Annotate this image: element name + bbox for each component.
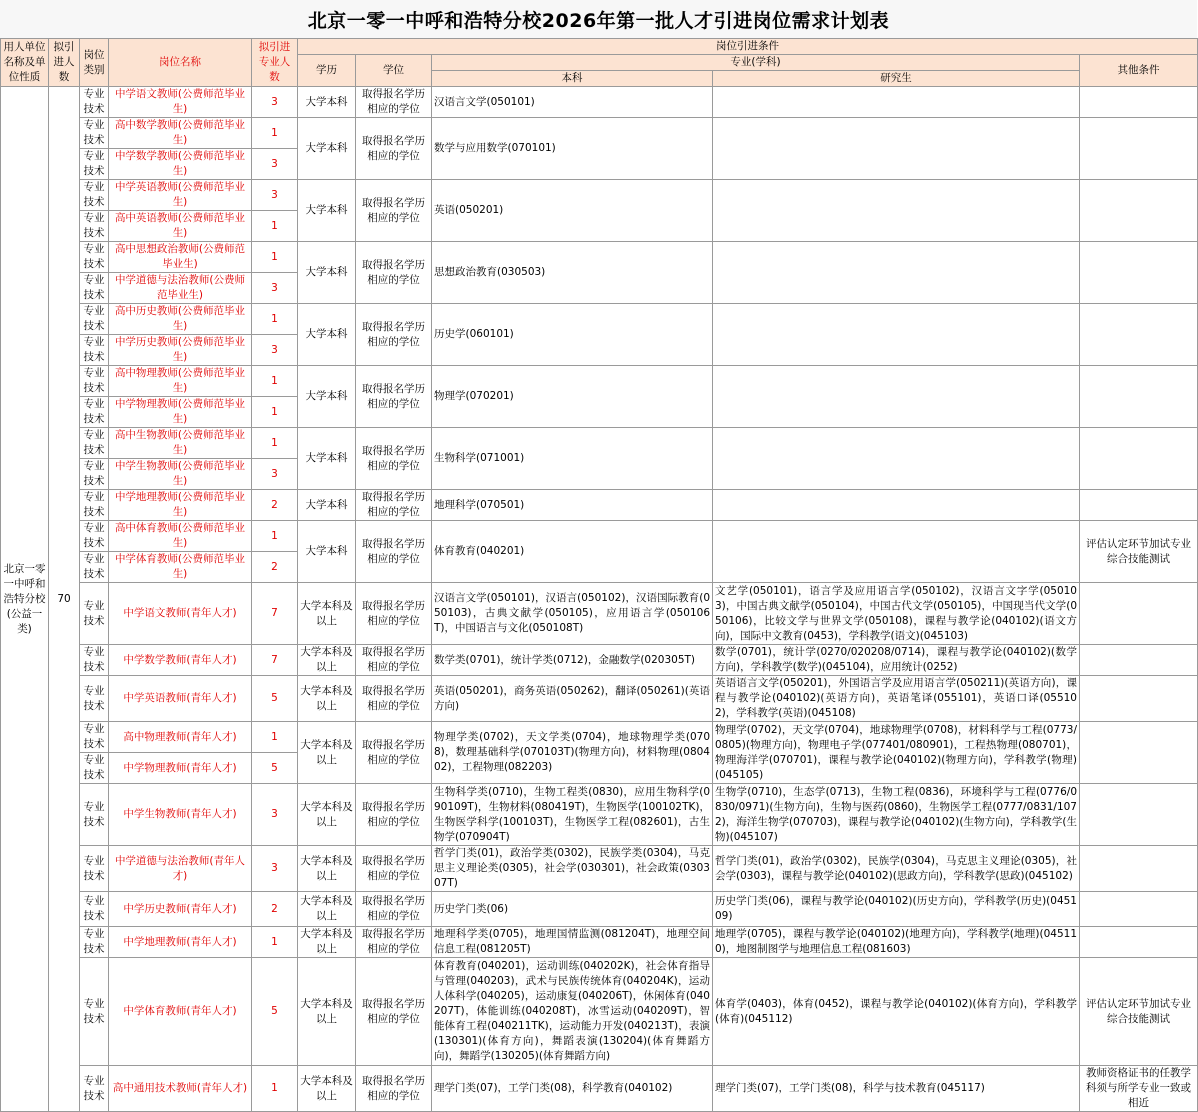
degree-req: 取得报名学历相应的学位 — [356, 180, 432, 242]
position-count: 2 — [252, 490, 298, 521]
position-count: 3 — [252, 180, 298, 211]
position-category: 专业技术 — [80, 846, 109, 892]
position-name: 中学道德与法治教师(公费师范毕业生) — [109, 273, 252, 304]
table-row — [1, 958, 1198, 1066]
undergrad-major: 体育教育(040201) — [432, 521, 713, 583]
other-conditions — [1080, 676, 1198, 722]
position-name: 高中数学教师(公费师范毕业生) — [109, 118, 252, 149]
undergrad-major: 数学类(0701)，统计学类(0712)，金融数学(020305T) — [432, 645, 713, 676]
position-name: 高中生物教师(公费师范毕业生) — [109, 428, 252, 459]
position-count: 3 — [252, 87, 298, 118]
education-req: 大学本科及以上 — [298, 1066, 356, 1112]
grad-major — [713, 304, 1080, 366]
other-conditions — [1080, 490, 1198, 521]
degree-req: 取得报名学历相应的学位 — [356, 87, 432, 118]
other-conditions: 评估认定环节加试专业综合技能测试 — [1080, 958, 1198, 1066]
position-name: 中学地理教师(青年人才) — [109, 927, 252, 958]
grad-major: 物理学(0702)，天文学(0704)，地球物理学(0708)，材料科学与工程(0773/0805)(物理方向)，物理电子学(077401/080901)，工程热物理(080701)，物理海洋学(070701)，课程与教学论(040102)(物理方向)，学科教学(物理)(045105) — [713, 722, 1080, 784]
other-conditions — [1080, 180, 1198, 242]
position-category: 专业技术 — [80, 242, 109, 273]
position-category: 专业技术 — [80, 722, 109, 753]
grad-major: 文艺学(050101)，语言学及应用语言学(050102)，汉语言文字学(050103)，中国古典文献学(050104)，中国古代文学(050105)，中国现当代文学(050106)，比较文学与世界文学(050108)，课程与教学论(040102)(语文方向)，国际中文教育(0453)，学科教学(语文)(045103) — [713, 583, 1080, 645]
header-grad: 研究生 — [713, 71, 1080, 87]
degree-req: 取得报名学历相应的学位 — [356, 645, 432, 676]
other-conditions — [1080, 366, 1198, 428]
education-req: 大学本科 — [298, 242, 356, 304]
header-total: 拟引进人数 — [49, 39, 80, 87]
grad-major: 地理学(0705)，课程与教学论(040102)(地理方向)，学科教学(地理)(045110)，地图制图学与地理信息工程(081603) — [713, 927, 1080, 958]
header-major: 专业(学科) — [432, 55, 1080, 71]
position-category: 专业技术 — [80, 958, 109, 1066]
education-req: 大学本科 — [298, 304, 356, 366]
position-count: 1 — [252, 927, 298, 958]
degree-req: 取得报名学历相应的学位 — [356, 428, 432, 490]
position-category: 专业技术 — [80, 552, 109, 583]
education-req: 大学本科 — [298, 428, 356, 490]
header-unit: 用人单位名称及单位性质 — [1, 39, 49, 87]
other-conditions — [1080, 722, 1198, 784]
grad-major — [713, 242, 1080, 304]
position-name: 高中思想政治教师(公费师范毕业生) — [109, 242, 252, 273]
table-row — [1, 846, 1198, 892]
other-conditions — [1080, 645, 1198, 676]
position-count: 2 — [252, 892, 298, 927]
other-conditions — [1080, 927, 1198, 958]
undergrad-major: 思想政治教育(030503) — [432, 242, 713, 304]
table-row — [1, 583, 1198, 645]
grad-major — [713, 180, 1080, 242]
position-category: 专业技术 — [80, 1066, 109, 1112]
grad-major: 理学门类(07)，工学门类(08)，科学与技术教育(045117) — [713, 1066, 1080, 1112]
grad-major — [713, 118, 1080, 180]
other-conditions: 教师资格证书的任教学科须与所学专业一致或相近 — [1080, 1066, 1198, 1112]
header-degree: 学位 — [356, 55, 432, 87]
position-category: 专业技术 — [80, 397, 109, 428]
grad-major: 历史学门类(06)，课程与教学论(040102)(历史方向)，学科教学(历史)(045109) — [713, 892, 1080, 927]
undergrad-major: 物理学类(0702)，天文学类(0704)，地球物理学类(0708)，数理基础科学(070103T)(物理方向)，材料物理(080402)，工程物理(082203) — [432, 722, 713, 784]
grad-major — [713, 366, 1080, 428]
position-name: 中学语文教师(公费师范毕业生) — [109, 87, 252, 118]
degree-req: 取得报名学历相应的学位 — [356, 583, 432, 645]
position-count: 1 — [252, 397, 298, 428]
position-category: 专业技术 — [80, 211, 109, 242]
position-category: 专业技术 — [80, 335, 109, 366]
position-count: 1 — [252, 366, 298, 397]
position-count: 1 — [252, 118, 298, 149]
education-req: 大学本科及以上 — [298, 583, 356, 645]
degree-req: 取得报名学历相应的学位 — [356, 722, 432, 784]
table-row — [1, 676, 1198, 722]
position-name: 高中体育教师(公费师范毕业生) — [109, 521, 252, 552]
header-category: 岗位类别 — [80, 39, 109, 87]
table-row — [1, 428, 1198, 459]
undergrad-major: 汉语言文学(050101)，汉语言(050102)，汉语国际教育(050103)，古典文献学(050105)，应用语言学(050106T)，中国语言与文化(050108T) — [432, 583, 713, 645]
position-name: 中学英语教师(公费师范毕业生) — [109, 180, 252, 211]
header-count: 拟引进专业人数 — [252, 39, 298, 87]
grad-major: 数学(0701)，统计学(0270/020208/0714)，课程与教学论(040102)(数学方向)，学科教学(数学)(045104)，应用统计(0252) — [713, 645, 1080, 676]
undergrad-major: 数学与应用数学(070101) — [432, 118, 713, 180]
position-name: 中学体育教师(公费师范毕业生) — [109, 552, 252, 583]
position-name: 中学语文教师(青年人才) — [109, 583, 252, 645]
position-count: 1 — [252, 211, 298, 242]
table-row — [1, 722, 1198, 753]
undergrad-major: 地理科学(070501) — [432, 490, 713, 521]
position-category: 专业技术 — [80, 645, 109, 676]
education-req: 大学本科及以上 — [298, 958, 356, 1066]
other-conditions — [1080, 118, 1198, 180]
position-count: 2 — [252, 552, 298, 583]
other-conditions — [1080, 242, 1198, 304]
position-count: 7 — [252, 645, 298, 676]
grad-major — [713, 87, 1080, 118]
position-count: 1 — [252, 521, 298, 552]
position-category: 专业技术 — [80, 521, 109, 552]
other-conditions — [1080, 846, 1198, 892]
position-name: 中学地理教师(公费师范毕业生) — [109, 490, 252, 521]
table-row — [1, 645, 1198, 676]
table-row — [1, 87, 1198, 118]
position-count: 5 — [252, 676, 298, 722]
grad-major — [713, 490, 1080, 521]
position-category: 专业技术 — [80, 118, 109, 149]
education-req: 大学本科及以上 — [298, 784, 356, 846]
position-count: 3 — [252, 459, 298, 490]
position-name: 中学历史教师(公费师范毕业生) — [109, 335, 252, 366]
total-count: 70 — [49, 87, 80, 1112]
table-row — [1, 521, 1198, 552]
undergrad-major: 英语(050201) — [432, 180, 713, 242]
grad-major: 生物学(0710)，生态学(0713)，生物工程(0836)，环境科学与工程(0776/0830/0971)(生物方向)，生物与医药(0860)，生物医学工程(0777/0831/1072)，海洋生物学(070703)，课程与教学论(040102)(生物方向)，学科教学(生物)(045107) — [713, 784, 1080, 846]
position-name: 中学道德与法治教师(青年人才) — [109, 846, 252, 892]
table-row — [1, 118, 1198, 149]
degree-req: 取得报名学历相应的学位 — [356, 927, 432, 958]
position-category: 专业技术 — [80, 87, 109, 118]
position-name: 高中历史教师(公费师范毕业生) — [109, 304, 252, 335]
table-row — [1, 927, 1198, 958]
undergrad-major: 汉语言文学(050101) — [432, 87, 713, 118]
position-category: 专业技术 — [80, 149, 109, 180]
position-category: 专业技术 — [80, 273, 109, 304]
education-req: 大学本科 — [298, 87, 356, 118]
undergrad-major: 历史学(060101) — [432, 304, 713, 366]
title-bar — [0, 0, 1197, 39]
undergrad-major: 理学门类(07)，工学门类(08)，科学教育(040102) — [432, 1066, 713, 1112]
position-name: 中学英语教师(青年人才) — [109, 676, 252, 722]
header-education: 学历 — [298, 55, 356, 87]
undergrad-major: 生物科学(071001) — [432, 428, 713, 490]
grad-major: 英语语言文学(050201)，外国语言学及应用语言学(050211)(英语方向)，课程与教学论(040102)(英语方向)，英语笔译(055101)，英语口译(055102)，学科教学(英语)(045108) — [713, 676, 1080, 722]
position-name: 高中物理教师(公费师范毕业生) — [109, 366, 252, 397]
header-undergrad: 本科 — [432, 71, 713, 87]
grad-major — [713, 521, 1080, 583]
position-category: 专业技术 — [80, 459, 109, 490]
education-req: 大学本科及以上 — [298, 892, 356, 927]
position-category: 专业技术 — [80, 490, 109, 521]
other-conditions — [1080, 583, 1198, 645]
position-name: 中学生物教师(青年人才) — [109, 784, 252, 846]
grad-major: 体育学(0403)，体育(0452)，课程与教学论(040102)(体育方向)，学科教学(体育)(045112) — [713, 958, 1080, 1066]
education-req: 大学本科及以上 — [298, 722, 356, 784]
degree-req: 取得报名学历相应的学位 — [356, 1066, 432, 1112]
degree-req: 取得报名学历相应的学位 — [356, 304, 432, 366]
page-title: 北京一零一中呼和浩特分校2026年第一批人才引进岗位需求计划表 — [307, 9, 890, 32]
education-req: 大学本科 — [298, 180, 356, 242]
recruitment-table — [0, 38, 1198, 1112]
position-category: 专业技术 — [80, 784, 109, 846]
position-name: 高中英语教师(公费师范毕业生) — [109, 211, 252, 242]
table-row — [1, 304, 1198, 335]
degree-req: 取得报名学历相应的学位 — [356, 784, 432, 846]
degree-req: 取得报名学历相应的学位 — [356, 490, 432, 521]
position-name: 高中物理教师(青年人才) — [109, 722, 252, 753]
table-row — [1, 180, 1198, 211]
position-name: 中学体育教师(青年人才) — [109, 958, 252, 1066]
position-count: 1 — [252, 428, 298, 459]
education-req: 大学本科及以上 — [298, 676, 356, 722]
header-name: 岗位名称 — [109, 39, 252, 87]
position-category: 专业技术 — [80, 753, 109, 784]
degree-req: 取得报名学历相应的学位 — [356, 242, 432, 304]
header-other: 其他条件 — [1080, 55, 1198, 87]
other-conditions — [1080, 87, 1198, 118]
table-row — [1, 1066, 1198, 1112]
position-category: 专业技术 — [80, 583, 109, 645]
position-name: 中学历史教师(青年人才) — [109, 892, 252, 927]
position-count: 3 — [252, 846, 298, 892]
position-category: 专业技术 — [80, 304, 109, 335]
other-conditions — [1080, 304, 1198, 366]
position-category: 专业技术 — [80, 676, 109, 722]
unit-name: 北京一零一中呼和浩特分校(公益一类) — [1, 87, 49, 1112]
position-count: 5 — [252, 958, 298, 1066]
undergrad-major: 英语(050201)，商务英语(050262)，翻译(050261)(英语方向) — [432, 676, 713, 722]
table-row — [1, 366, 1198, 397]
position-count: 7 — [252, 583, 298, 645]
degree-req: 取得报名学历相应的学位 — [356, 676, 432, 722]
degree-req: 取得报名学历相应的学位 — [356, 521, 432, 583]
position-name: 中学物理教师(青年人才) — [109, 753, 252, 784]
table-row — [1, 784, 1198, 846]
education-req: 大学本科及以上 — [298, 645, 356, 676]
table-row — [1, 892, 1198, 927]
position-name: 中学物理教师(公费师范毕业生) — [109, 397, 252, 428]
position-category: 专业技术 — [80, 180, 109, 211]
other-conditions: 评估认定环节加试专业综合技能测试 — [1080, 521, 1198, 583]
undergrad-major: 哲学门类(01)，政治学类(0302)，民族学类(0304)，马克思主义理论类(0305)，社会学(030301)，社会政策(030307T) — [432, 846, 713, 892]
table-row — [1, 242, 1198, 273]
other-conditions — [1080, 784, 1198, 846]
education-req: 大学本科 — [298, 366, 356, 428]
position-count: 3 — [252, 149, 298, 180]
position-category: 专业技术 — [80, 366, 109, 397]
education-req: 大学本科 — [298, 118, 356, 180]
position-count: 1 — [252, 242, 298, 273]
position-name: 高中通用技术教师(青年人才) — [109, 1066, 252, 1112]
position-count: 1 — [252, 1066, 298, 1112]
position-count: 3 — [252, 784, 298, 846]
position-category: 专业技术 — [80, 428, 109, 459]
degree-req: 取得报名学历相应的学位 — [356, 892, 432, 927]
position-count: 3 — [252, 335, 298, 366]
education-req: 大学本科 — [298, 521, 356, 583]
position-name: 中学数学教师(公费师范毕业生) — [109, 149, 252, 180]
degree-req: 取得报名学历相应的学位 — [356, 366, 432, 428]
undergrad-major: 地理科学类(0705)，地理国情监测(081204T)，地理空间信息工程(081205T) — [432, 927, 713, 958]
undergrad-major: 历史学门类(06) — [432, 892, 713, 927]
education-req: 大学本科及以上 — [298, 846, 356, 892]
position-category: 专业技术 — [80, 927, 109, 958]
header-conditions: 岗位引进条件 — [298, 39, 1198, 55]
other-conditions — [1080, 428, 1198, 490]
degree-req: 取得报名学历相应的学位 — [356, 846, 432, 892]
position-category: 专业技术 — [80, 892, 109, 927]
position-count: 3 — [252, 273, 298, 304]
undergrad-major: 物理学(070201) — [432, 366, 713, 428]
position-name: 中学数学教师(青年人才) — [109, 645, 252, 676]
other-conditions — [1080, 892, 1198, 927]
position-name: 中学生物教师(公费师范毕业生) — [109, 459, 252, 490]
grad-major — [713, 428, 1080, 490]
undergrad-major: 体育教育(040201)，运动训练(040202K)，社会体育指导与管理(040203)，武术与民族传统体育(040204K)，运动人体科学(040205)，运动康复(040206T)，休闲体育(040207T)，体能训练(040208T)，冰雪运动(040209T)，智能体育工程(040211TK)，运动能力开发(040213T)，表演(130301)(体育方向)，舞蹈表演(130204)(体育舞蹈方向)，舞蹈学(130205)(体育舞蹈方向) — [432, 958, 713, 1066]
education-req: 大学本科 — [298, 490, 356, 521]
education-req: 大学本科及以上 — [298, 927, 356, 958]
position-count: 1 — [252, 304, 298, 335]
position-count: 1 — [252, 722, 298, 753]
position-count: 5 — [252, 753, 298, 784]
degree-req: 取得报名学历相应的学位 — [356, 958, 432, 1066]
degree-req: 取得报名学历相应的学位 — [356, 118, 432, 180]
table-row — [1, 490, 1198, 521]
undergrad-major: 生物科学类(0710)，生物工程类(0830)，应用生物科学(090109T)，生物材料(080419T)，生物医学(100102TK)，生物医学科学(100103T)，生物医学工程(082601)，古生物学(070904T) — [432, 784, 713, 846]
grad-major: 哲学门类(01)，政治学(0302)，民族学(0304)，马克思主义理论(0305)，社会学(0303)，课程与教学论(040102)(思政方向)，学科教学(思政)(045102) — [713, 846, 1080, 892]
